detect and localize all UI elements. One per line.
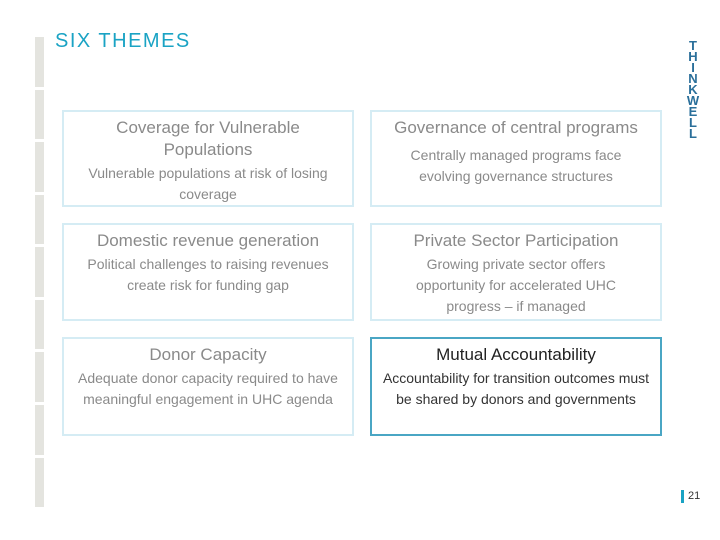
theme-description: Accountability for transition outcomes must be shared by donors and governments [382,370,650,407]
logo-letter: E [688,104,698,119]
theme-card-mutual-accountability[interactable] [370,337,662,436]
rail-segment [35,90,44,140]
slide-title: SIX THEMES [55,30,191,52]
rail-segment [35,195,44,245]
logo-letter: T [689,38,697,53]
theme-description: Adequate donor capacity required to have meaningful engagement in UHC agenda [78,370,338,407]
left-decorative-rail [35,37,44,507]
theme-description: Centrally managed programs face evolving governance structures [410,147,622,184]
rail-segment [35,458,44,508]
logo-letter: N [688,71,698,86]
theme-heading: Private Sector Participation [413,231,619,250]
theme-card-private-sector[interactable] [370,223,662,321]
rail-segment [35,300,44,350]
rail-segment [35,352,44,402]
rail-segment [35,142,44,192]
logo-letter: H [688,49,698,64]
logo-letter: L [689,126,697,141]
theme-card-coverage[interactable] [62,110,354,207]
rail-segment [35,37,44,87]
logo-letter: K [688,82,698,97]
theme-description: Political challenges to raising revenues create risk for funding gap [87,256,329,293]
logo-letter: W [686,93,700,108]
theme-heading: Mutual Accountability [436,345,596,364]
theme-heading: Domestic revenue generation [96,231,320,250]
theme-card-governance[interactable] [370,110,662,207]
theme-description: Vulnerable populations at risk of losing coverage [88,165,328,202]
thinkwell-logo [684,40,702,139]
rail-segment [35,247,44,297]
theme-card-donor-capacity[interactable] [62,337,354,436]
theme-heading: Governance of central programs [394,118,638,137]
rail-segment [35,405,44,455]
page-number: 21 [681,490,700,503]
theme-description: Growing private sector offers opportunity for accelerated UHC progress – if managed [416,256,616,314]
theme-card-domestic-revenue[interactable] [62,223,354,321]
logo-letter: I [691,60,695,75]
logo-letter: L [689,115,697,130]
theme-heading: Coverage for Vulnerable Populations [116,118,300,159]
theme-heading: Donor Capacity [149,345,267,364]
